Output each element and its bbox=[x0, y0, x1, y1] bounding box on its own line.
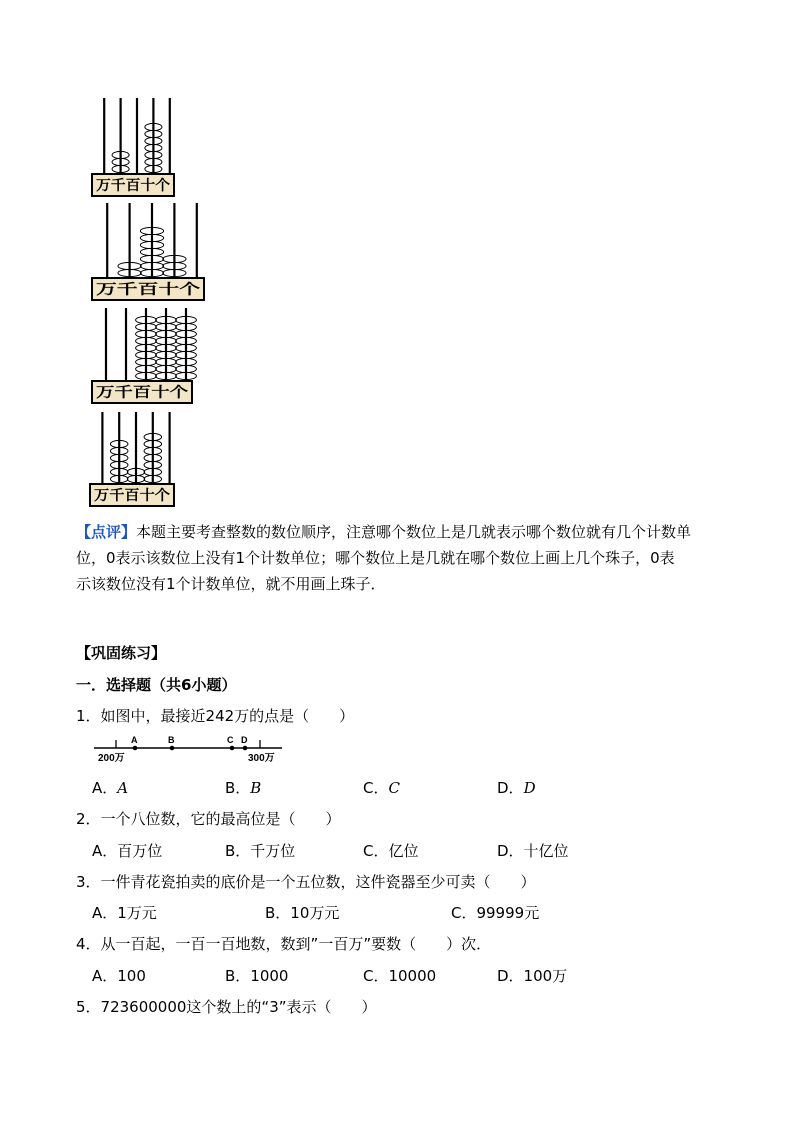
question-3-stem: 3．一件青花瓷拍卖的底价是一个五位数，这件瓷器至少可卖（ ） bbox=[76, 873, 536, 891]
abacus-label: 万千百十个 bbox=[96, 178, 166, 194]
practice-title: 【巩固练习】 bbox=[76, 644, 167, 662]
comment-tag: 【点评】 bbox=[76, 523, 137, 541]
q4-option-c[interactable]: C．10000 bbox=[363, 967, 437, 985]
point-d bbox=[243, 746, 248, 751]
comment-line-1: 【点评】本题主要考查整数的数位顺序，注意哪个数位上是几就表示哪个数位就有几个计数单 bbox=[76, 523, 692, 541]
question-5-stem: 5．723600000这个数上的“3”表示（ ） bbox=[76, 998, 377, 1016]
comment-line-3: 示该数位没有1个计数单位，就不用画上珠子． bbox=[76, 575, 386, 593]
abacus-label: 万千百十个 bbox=[96, 282, 166, 298]
q3-option-a[interactable]: A．1万元 bbox=[92, 904, 157, 922]
number-line bbox=[90, 730, 290, 770]
abacus-1 bbox=[92, 98, 174, 196]
q4-option-a[interactable]: A．100 bbox=[92, 967, 146, 985]
abacus-drawings bbox=[0, 0, 794, 520]
q4-option-d[interactable]: D．100万 bbox=[497, 967, 568, 985]
q3-option-c[interactable]: C．99999元 bbox=[451, 904, 540, 922]
q2-option-d[interactable]: D．十亿位 bbox=[497, 842, 569, 860]
q4-option-b[interactable]: B．1000 bbox=[225, 967, 289, 985]
abacus-4 bbox=[90, 412, 174, 506]
abacus-label: 万千百十个 bbox=[96, 385, 166, 401]
q1-option-d[interactable]: D．D bbox=[497, 779, 536, 797]
abacus-figure-1 bbox=[0, 0, 794, 520]
section-title: 一．选择题（共6小题） bbox=[76, 676, 237, 694]
point-c-label: C bbox=[227, 735, 234, 745]
question-2-stem: 2．一个八位数，它的最高位是（ ） bbox=[76, 810, 341, 828]
point-a bbox=[133, 746, 138, 751]
comment-line-2: 位，0表示该数位上没有1个计数单位；哪个数位上是几就在哪个数位上画上几个珠子，0表 bbox=[76, 549, 675, 567]
abacus-2 bbox=[92, 203, 204, 300]
abacus-3 bbox=[92, 308, 196, 403]
point-c bbox=[230, 746, 235, 751]
question-1-stem: 1．如图中，最接近242万的点是（ ） bbox=[76, 707, 355, 725]
number-line-graphic bbox=[90, 730, 290, 766]
left-label: 200万 bbox=[98, 753, 125, 764]
q2-option-c[interactable]: C．亿位 bbox=[363, 842, 419, 860]
q2-option-a[interactable]: A．百万位 bbox=[92, 842, 163, 860]
q1-option-a[interactable]: A．A bbox=[92, 779, 129, 797]
q1-option-b[interactable]: B．B bbox=[225, 779, 262, 797]
q1-option-c[interactable]: C．C bbox=[363, 779, 400, 797]
point-d-label: D bbox=[241, 735, 248, 745]
question-4-stem: 4．从一百起，一百一百地数，数到”一百万”要数（ ）次． bbox=[76, 935, 492, 953]
q3-option-b[interactable]: B．10万元 bbox=[265, 904, 340, 922]
abacus-label: 万千百十个 bbox=[94, 488, 164, 504]
point-a-label: A bbox=[131, 735, 138, 745]
point-b-label: B bbox=[168, 735, 175, 745]
right-label: 300万 bbox=[248, 753, 275, 764]
q2-option-b[interactable]: B．千万位 bbox=[225, 842, 296, 860]
point-b bbox=[170, 746, 175, 751]
comment-block bbox=[76, 519, 726, 597]
